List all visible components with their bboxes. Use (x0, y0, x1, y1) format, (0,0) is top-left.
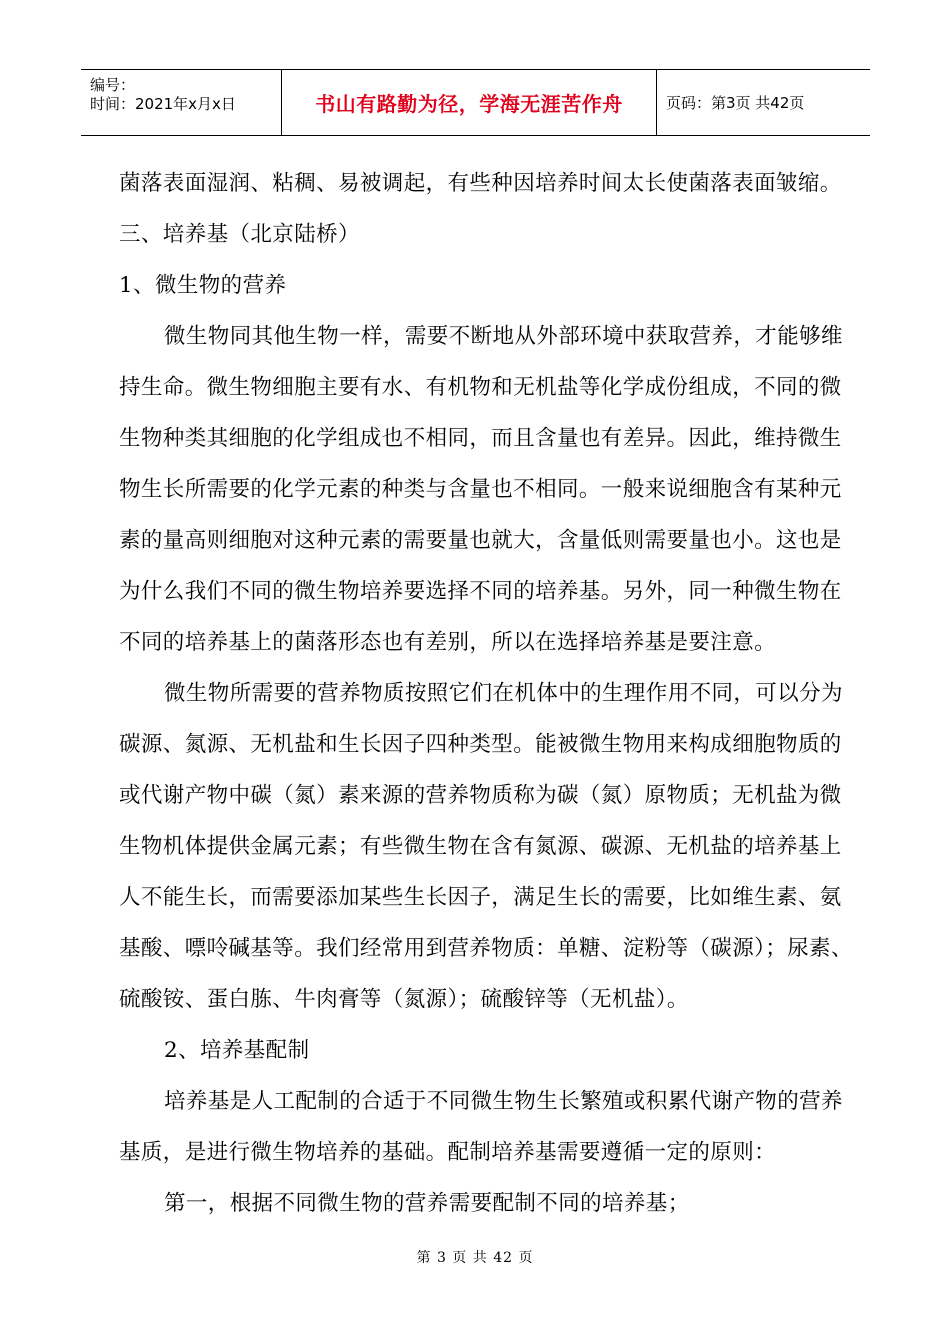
body-line: 持生命。微生物细胞主要有水、有机物和无机盐等化学成份组成，不同的微 (119, 375, 842, 400)
number-label: 编号： (90, 76, 136, 94)
body-line: 物生长所需要的化学元素的种类与含量也不相同。一般来说细胞含有某种元 (119, 477, 842, 502)
body-line: 生物机体提供金属元素；有些微生物在含有氮源、碳源、无机盐的培养基上 (119, 834, 842, 859)
body-line: 第一，根据不同微生物的营养需要配制不同的培养基； (164, 1191, 690, 1216)
document-body (119, 158, 873, 1229)
subsection-heading: 1、微生物的营养 (119, 273, 287, 298)
header-meta-cell (81, 70, 282, 135)
body-line: 微生物所需要的营养物质按照它们在机体中的生理作用不同，可以分为 (164, 681, 843, 706)
date-label: 时间：2021年x月x日 (90, 95, 236, 113)
page-label: 页码：第3页 共42页 (666, 94, 805, 112)
body-line: 基质，是进行微生物培养的基础。配制培养基需要遵循一定的原则： (119, 1140, 777, 1165)
header-motto-cell (282, 70, 657, 135)
body-line: 碳源、氮源、无机盐和生长因子四种类型。能被微生物用来构成细胞物质的 (119, 732, 842, 757)
body-line: 基酸、嘌呤碱基等。我们经常用到营养物质：单糖、淀粉等（碳源）；尿素、 (119, 936, 853, 961)
body-line: 素的量高则细胞对这种元素的需要量也就大，含量低则需要量也小。这也是 (119, 528, 842, 553)
body-line: 硫酸铵、蛋白胨、牛肉膏等（氮源）；硫酸锌等（无机盐）。 (119, 987, 689, 1012)
body-line: 微生物同其他生物一样，需要不断地从外部环境中获取营养，才能够维 (164, 324, 843, 349)
body-line: 或代谢产物中碳（氮）素来源的营养物质称为碳（氮）原物质；无机盐为微 (119, 783, 842, 808)
body-line: 人不能生长，而需要添加某些生长因子，满足生长的需要，比如维生素、氨 (119, 885, 842, 910)
section-heading: 三、培养基（北京陆桥） (119, 222, 360, 247)
body-line: 不同的培养基上的菌落形态也有差别，所以在选择培养基是要注意。 (119, 630, 777, 655)
body-line: 生物种类其细胞的化学组成也不相同，而且含量也有差异。因此，维持微生 (119, 426, 842, 451)
motto-text: 书山有路勤为径，学海无涯苦作舟 (315, 92, 623, 116)
page-footer: 第 3 页 共 42 页 (416, 1250, 534, 1266)
body-line: 菌落表面湿润、粘稠、易被调起，有些种因培养时间太长使菌落表面皱缩。 (119, 171, 842, 196)
subsection-heading: 2、培养基配制 (164, 1038, 310, 1063)
body-line: 培养基是人工配制的合适于不同微生物生长繁殖或积累代谢产物的营养 (164, 1089, 843, 1114)
body-line: 为什么我们不同的微生物培养要选择不同的培养基。另外，同一种微生物在 (119, 579, 842, 604)
header-page-cell (657, 70, 870, 135)
document-header (81, 69, 870, 136)
